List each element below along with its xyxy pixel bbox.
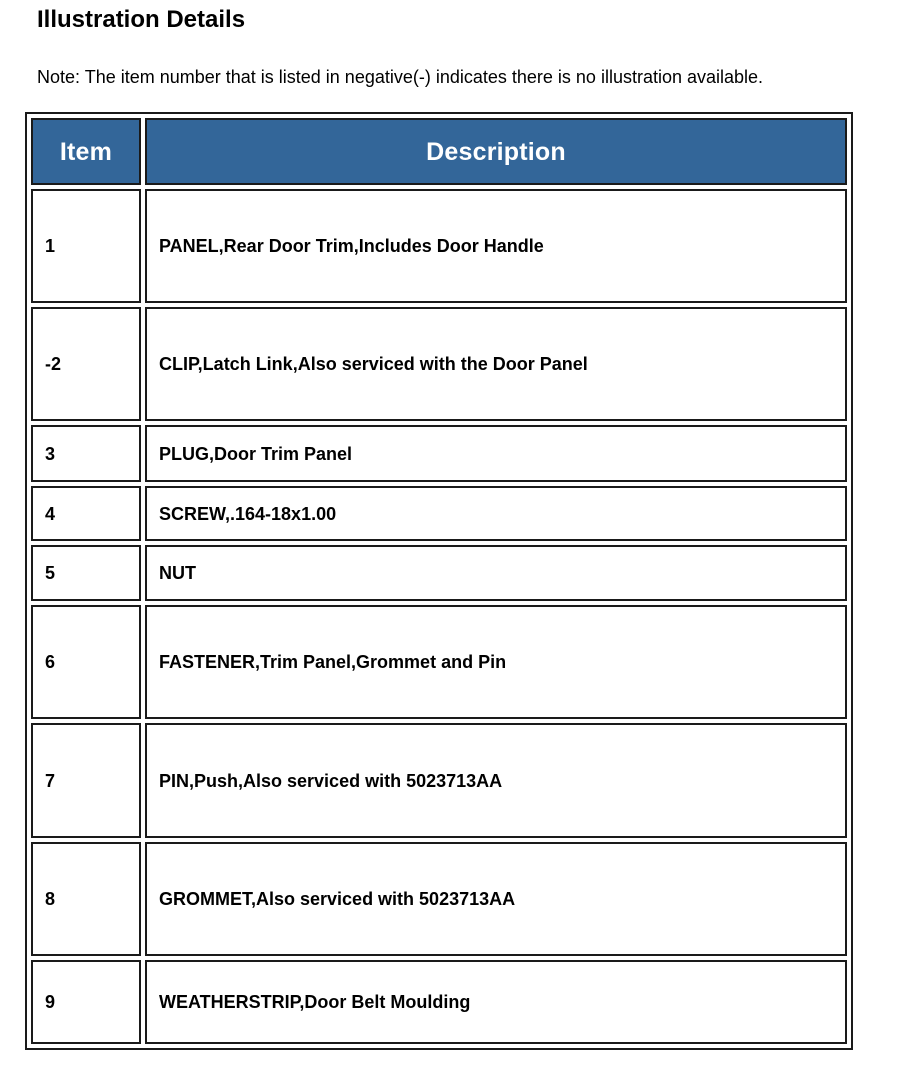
item-number-cell: 4 — [31, 486, 141, 541]
item-description-cell: GROMMET,Also serviced with 5023713AA — [145, 842, 847, 956]
page-title: Illustration Details — [37, 6, 246, 33]
item-description-cell: PLUG,Door Trim Panel — [145, 425, 847, 482]
item-description-cell: CLIP,Latch Link,Also serviced with the Door Panel — [145, 307, 847, 421]
item-description-cell: FASTENER,Trim Panel,Grommet and Pin — [145, 605, 847, 719]
description-column-header: Description — [145, 118, 847, 185]
item-description-cell: PIN,Push,Also serviced with 5023713AA — [145, 723, 847, 838]
illustration-note: Note: The item number that is listed in negative(-) indicates there is no illustration available. — [37, 67, 764, 87]
item-number-cell: 1 — [31, 189, 141, 303]
item-description-cell: WEATHERSTRIP,Door Belt Moulding — [145, 960, 847, 1044]
item-description-cell: NUT — [145, 545, 847, 601]
item-number-cell: 7 — [31, 723, 141, 838]
item-number-cell: 3 — [31, 425, 141, 482]
item-number-cell: -2 — [31, 307, 141, 421]
item-number-cell: 5 — [31, 545, 141, 601]
item-number-cell: 9 — [31, 960, 141, 1044]
item-column-header: Item — [31, 118, 141, 185]
item-number-cell: 8 — [31, 842, 141, 956]
item-number-cell: 6 — [31, 605, 141, 719]
item-description-cell: PANEL,Rear Door Trim,Includes Door Handle — [145, 189, 847, 303]
item-description-cell: SCREW,.164-18x1.00 — [145, 486, 847, 541]
